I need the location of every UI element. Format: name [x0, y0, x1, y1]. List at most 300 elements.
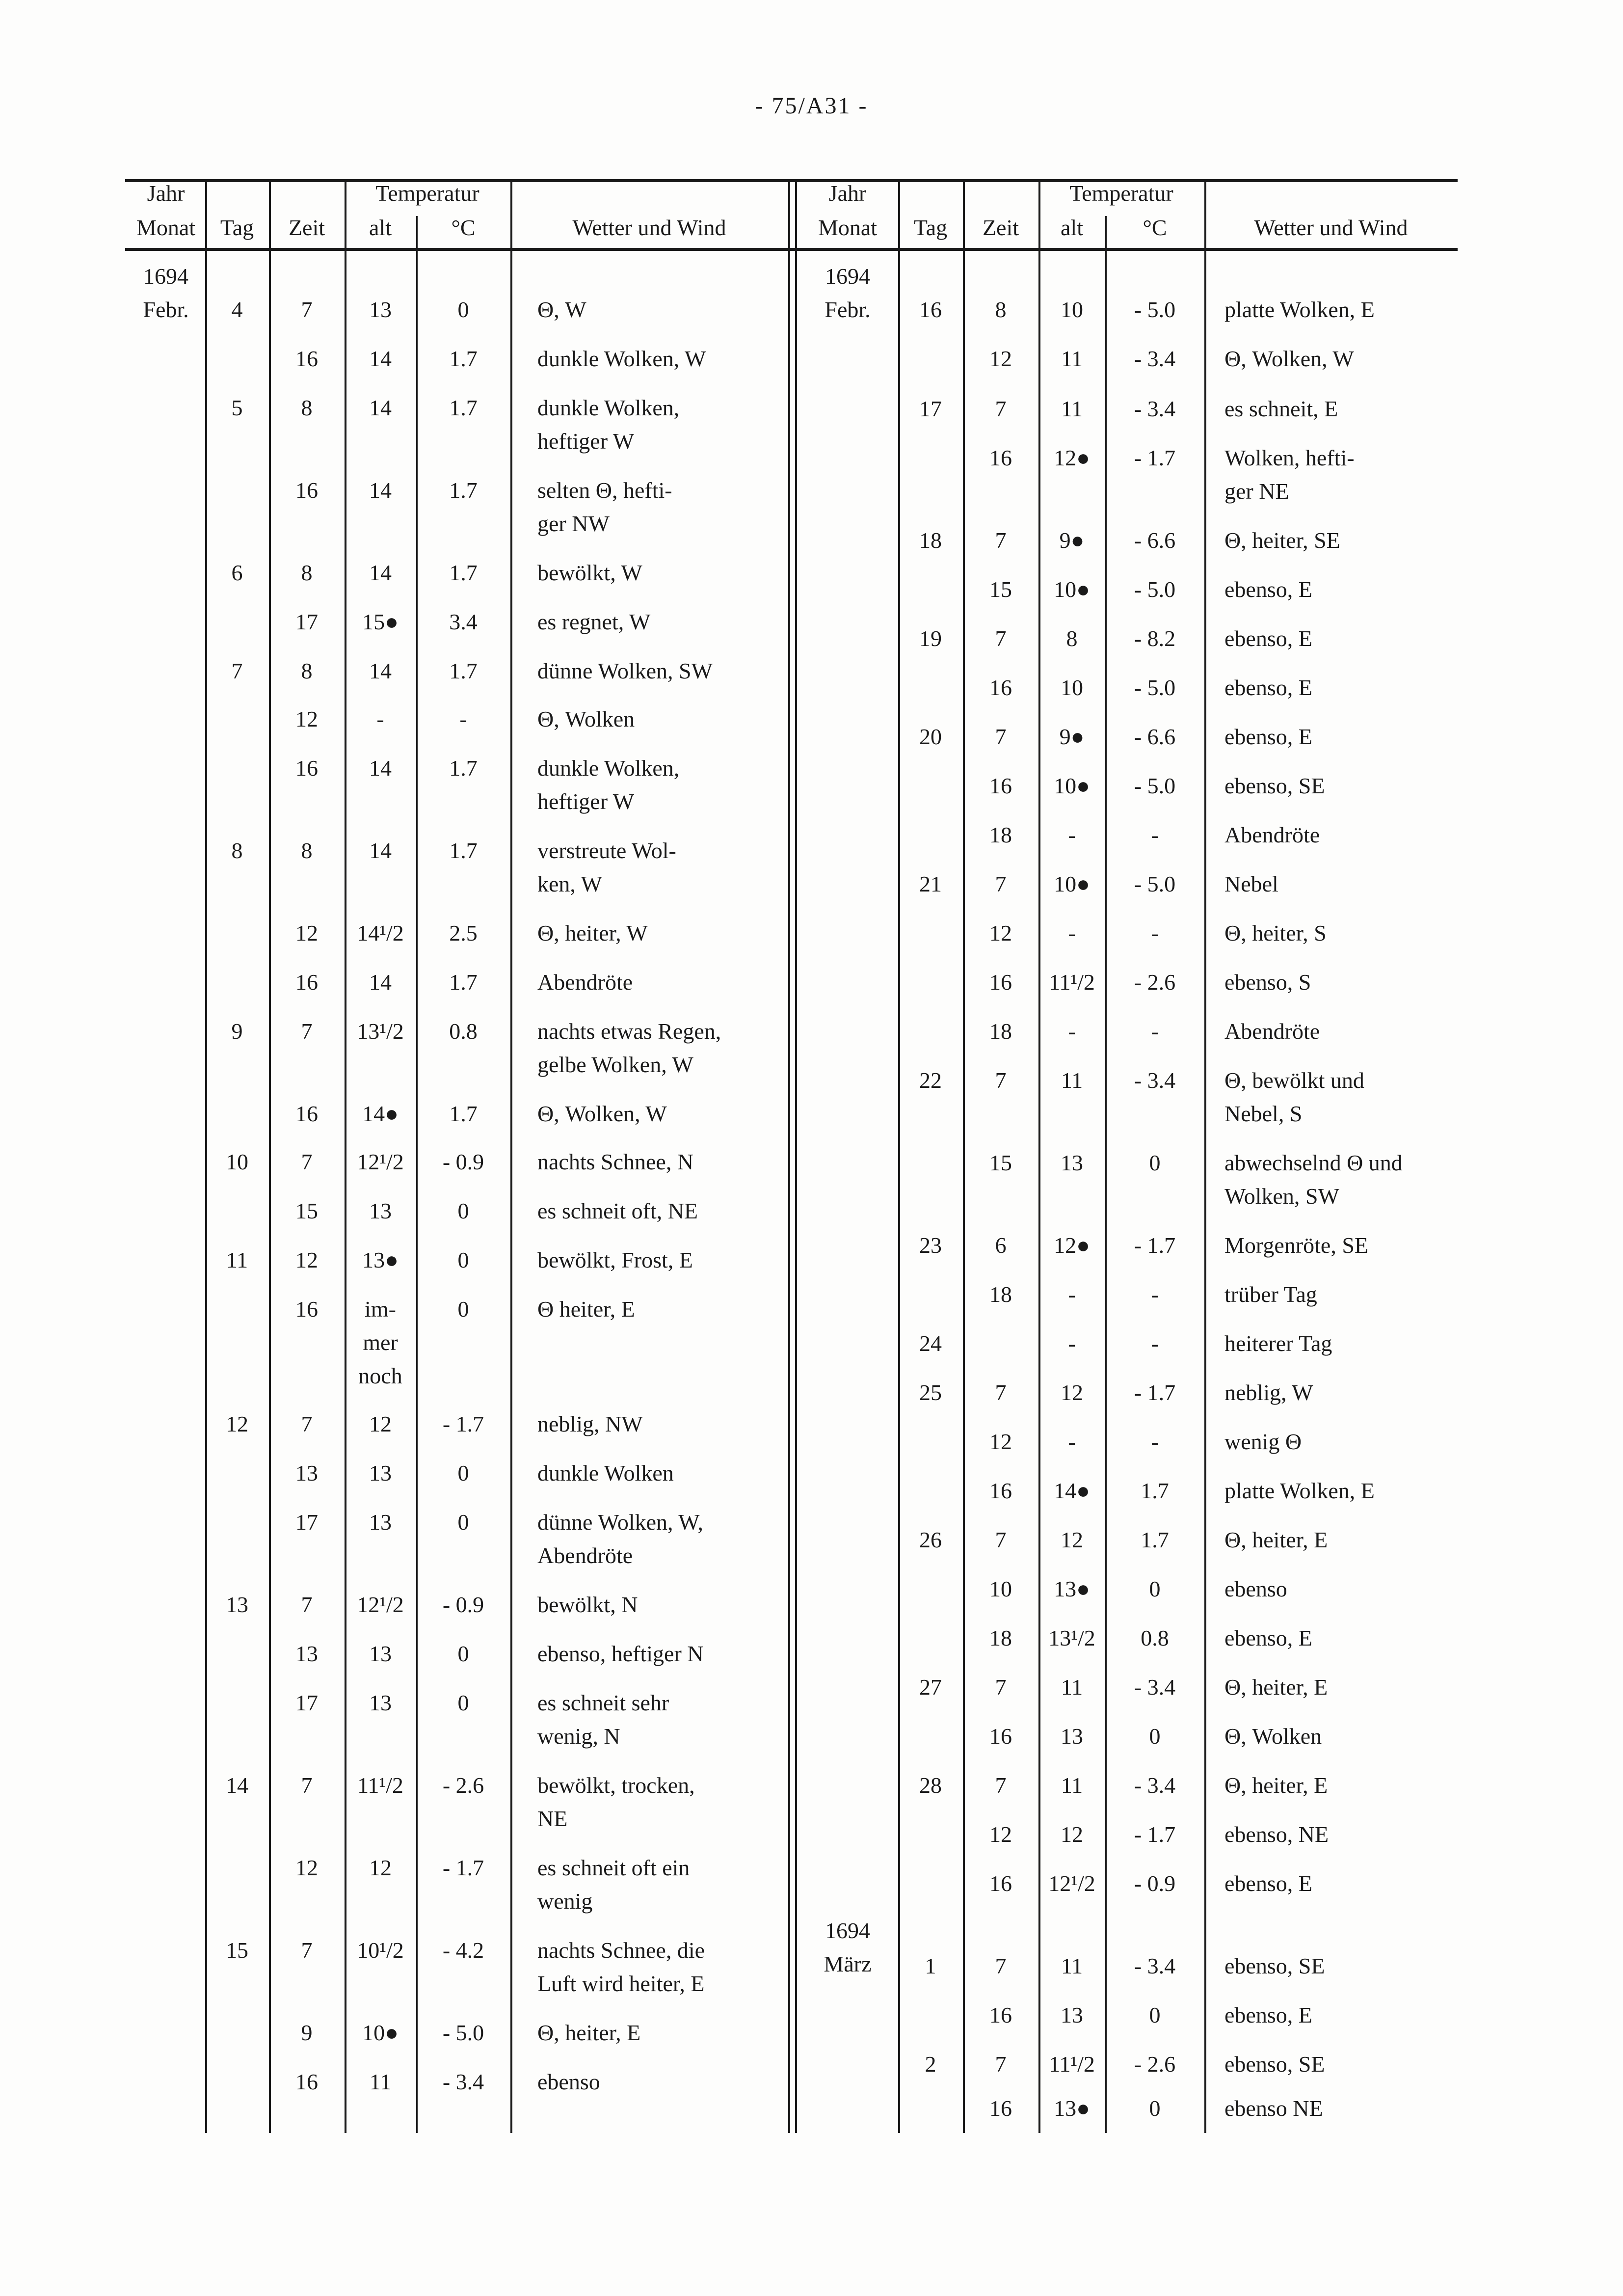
weather-cell: ebenso, E: [1224, 577, 1312, 602]
table-header-rule: [125, 248, 1458, 251]
alt-temperature-cell: im-: [365, 1297, 396, 1322]
alt-temperature-cell: 10●: [1054, 773, 1090, 798]
alt-temperature-cell: 13: [369, 297, 392, 322]
weather-cell: nachts Schnee, N: [537, 1149, 694, 1174]
alt-temperature-cell: 11¹/2: [1049, 970, 1095, 995]
weather-cell: nachts Schnee, die: [537, 1938, 705, 1963]
weather-cell: bewölkt, Frost, E: [537, 1247, 693, 1272]
zeit-cell: 7: [995, 1953, 1007, 1978]
zeit-cell: 18: [989, 1019, 1012, 1044]
alt-temperature-cell: 11¹/2: [1049, 2052, 1095, 2077]
celsius-cell: 1.7: [1141, 1478, 1169, 1503]
weather-cell: Abendröte: [1224, 822, 1320, 847]
zeit-cell: 16: [295, 1101, 318, 1126]
weather-cell: Nebel: [1224, 871, 1278, 896]
zeit-cell: 7: [301, 1149, 313, 1174]
celsius-cell: - 6.6: [1134, 528, 1176, 553]
celsius-cell: - 5.0: [442, 2020, 484, 2045]
header-jahr: Jahr: [147, 181, 185, 206]
weather-cell: Θ, W: [537, 297, 586, 322]
celsius-cell: - 8.2: [1134, 626, 1176, 651]
alt-temperature-cell: 13¹/2: [1048, 1625, 1095, 1650]
alt-temperature-cell: 13: [1061, 1150, 1083, 1175]
weather-cell: selten Θ, hefti-: [537, 478, 672, 503]
weather-cell: dunkle Wolken, W: [537, 346, 706, 371]
weather-cell: verstreute Wol-: [537, 838, 676, 863]
zeit-cell: 12: [295, 920, 318, 945]
weather-cell: Θ, heiter, E: [537, 2020, 641, 2045]
year-label: 1694: [825, 264, 870, 289]
celsius-cell: 0: [457, 1247, 469, 1272]
weather-cell: Θ, heiter, E: [1224, 1675, 1328, 1700]
alt-temperature-cell: 9●: [1059, 724, 1085, 749]
celsius-cell: 0: [1149, 1576, 1161, 1601]
half-divider: [795, 179, 797, 2133]
alt-temperature-cell: 12¹/2: [357, 1149, 404, 1174]
weather-cell: Morgenröte, SE: [1224, 1233, 1369, 1258]
celsius-cell: 1.7: [449, 395, 478, 420]
weather-cell: ebenso, heftiger N: [537, 1641, 704, 1666]
day-cell: 27: [919, 1675, 942, 1700]
weather-cell: es schneit oft ein: [537, 1855, 690, 1880]
celsius-cell: - 3.4: [1134, 396, 1176, 421]
weather-cell: es schneit oft, NE: [537, 1198, 698, 1223]
weather-cell: trüber Tag: [1224, 1282, 1317, 1307]
weather-cell: neblig, NW: [537, 1411, 643, 1436]
weather-cell: Nebel, S: [1224, 1101, 1303, 1126]
celsius-cell: - 1.7: [1134, 1822, 1176, 1847]
day-cell: 14: [226, 1773, 248, 1798]
celsius-cell: 1.7: [449, 838, 478, 863]
weather-cell: ebenso, E: [1224, 675, 1312, 700]
weather-cell: platte Wolken, E: [1224, 1478, 1375, 1503]
alt-temperature-cell: 13: [369, 1460, 392, 1486]
zeit-cell: 16: [989, 1724, 1012, 1749]
header-tag: Tag: [913, 215, 948, 240]
celsius-cell: -: [1151, 822, 1159, 847]
alt-temperature-cell: 13●: [362, 1247, 399, 1272]
zeit-cell: 7: [995, 1527, 1007, 1552]
celsius-cell: - 3.4: [1134, 346, 1176, 371]
celsius-cell: - 1.7: [442, 1855, 484, 1880]
weather-cell: wenig, N: [537, 1724, 620, 1749]
weather-cell: wenig Θ: [1224, 1429, 1302, 1454]
header-celsius: °C: [451, 215, 476, 240]
alt-temperature-cell: 10●: [1054, 871, 1090, 896]
celsius-cell: - 1.7: [442, 1411, 484, 1436]
zeit-cell: 10: [989, 1576, 1012, 1601]
zeit-cell: 16: [989, 1478, 1012, 1503]
alt-temperature-cell: 13: [369, 1641, 392, 1666]
header-alt: alt: [1061, 215, 1083, 240]
celsius-cell: 3.4: [449, 609, 478, 634]
weather-cell: Θ, heiter, E: [1224, 1527, 1328, 1552]
celsius-cell: 0.8: [1141, 1625, 1169, 1650]
celsius-cell: -: [1151, 1429, 1159, 1454]
weather-cell: Θ, bewölkt und: [1224, 1068, 1364, 1093]
celsius-cell: 1.7: [449, 970, 478, 995]
weather-cell: ebenso, SE: [1224, 2052, 1325, 2077]
celsius-cell: - 6.6: [1134, 724, 1176, 749]
zeit-cell: 9: [301, 2020, 313, 2045]
celsius-cell: -: [1151, 1331, 1159, 1356]
celsius-cell: - 3.4: [1134, 1068, 1176, 1093]
zeit-cell: 7: [301, 297, 313, 322]
alt-temperature-cell: -: [1068, 1282, 1076, 1307]
zeit-cell: 18: [989, 822, 1012, 847]
alt-temperature-cell: 14: [369, 560, 392, 585]
celsius-cell: - 3.4: [1134, 1675, 1176, 1700]
celsius-cell: - 1.7: [1134, 1380, 1176, 1405]
celsius-cell: 0: [457, 1690, 469, 1715]
alt-temperature-cell: 10¹/2: [357, 1938, 404, 1963]
weather-cell: ebenso NE: [1224, 2096, 1323, 2121]
zeit-cell: 7: [995, 1773, 1007, 1798]
alt-temperature-cell: 13: [369, 1510, 392, 1535]
day-cell: 15: [226, 1938, 248, 1963]
day-cell: 4: [231, 297, 243, 322]
celsius-cell: 1.7: [449, 478, 478, 503]
zeit-cell: 8: [301, 395, 313, 420]
day-cell: 23: [919, 1233, 942, 1258]
celsius-cell: 0: [457, 1510, 469, 1535]
day-cell: 1: [925, 1953, 936, 1978]
alt-temperature-cell: 13: [1061, 1724, 1083, 1749]
half-divider: [788, 179, 790, 2133]
day-cell: 11: [226, 1247, 248, 1272]
alt-temperature-cell: -: [1068, 1331, 1076, 1356]
alt-temperature-cell: 14●: [362, 1101, 399, 1126]
alt-temperature-cell: 14: [369, 970, 392, 995]
alt-temperature-cell: 12: [1061, 1822, 1083, 1847]
weather-cell: ebenso, S: [1224, 970, 1311, 995]
zeit-cell: 8: [301, 838, 313, 863]
weather-cell: ebenso: [537, 2069, 600, 2094]
zeit-cell: 12: [989, 346, 1012, 371]
day-cell: 16: [919, 297, 942, 322]
zeit-cell: 7: [995, 2052, 1007, 2077]
zeit-cell: 17: [295, 609, 318, 634]
weather-cell: platte Wolken, E: [1224, 297, 1375, 322]
celsius-cell: - 2.6: [442, 1773, 484, 1798]
weather-cell: es schneit, E: [1224, 396, 1338, 421]
column-rule: [898, 179, 900, 2133]
day-cell: 9: [231, 1019, 243, 1044]
zeit-cell: 8: [995, 297, 1007, 322]
day-cell: 24: [919, 1331, 942, 1356]
zeit-cell: 7: [995, 724, 1007, 749]
zeit-cell: 7: [301, 1592, 313, 1617]
page-number: - 75/A31 -: [755, 93, 868, 119]
alt-temperature-cell: 14: [369, 658, 392, 683]
alt-temperature-cell: 10●: [1054, 577, 1090, 602]
alt-temperature-cell: 11: [369, 2069, 392, 2094]
weather-cell: Abendröte: [537, 1543, 633, 1568]
weather-cell: ger NW: [537, 511, 610, 536]
weather-cell: bewölkt, trocken,: [537, 1773, 695, 1798]
day-cell: 20: [919, 724, 942, 749]
weather-cell: abwechselnd Θ und: [1224, 1150, 1403, 1175]
weather-cell: wenig: [537, 1889, 593, 1914]
column-rule: [1204, 179, 1206, 2133]
day-cell: 22: [919, 1068, 942, 1093]
alt-temperature-cell: 11: [1061, 1675, 1083, 1700]
zeit-cell: 17: [295, 1510, 318, 1535]
celsius-cell: 1.7: [449, 756, 478, 781]
weather-cell: dunkle Wolken,: [537, 395, 680, 420]
alt-temperature-cell: 13: [369, 1198, 392, 1223]
zeit-cell: 16: [989, 675, 1012, 700]
celsius-cell: - 2.6: [1134, 2052, 1176, 2077]
celsius-cell: 0: [457, 1198, 469, 1223]
day-cell: 17: [919, 396, 942, 421]
weather-cell: dunkle Wolken: [537, 1460, 674, 1486]
alt-temperature-cell: 11¹/2: [357, 1773, 403, 1798]
weather-cell: ken, W: [537, 871, 603, 896]
alt-temperature-cell: 9●: [1059, 528, 1085, 553]
zeit-cell: 7: [995, 396, 1007, 421]
alt-temperature-cell: 10●: [362, 2020, 399, 2045]
alt-temperature-cell: 11: [1061, 396, 1083, 421]
month-label: Febr.: [825, 297, 871, 322]
celsius-cell: - 4.2: [442, 1938, 484, 1963]
day-cell: 6: [231, 560, 243, 585]
weather-cell: Θ, heiter, E: [1224, 1773, 1328, 1798]
alt-temperature-cell: 14: [369, 478, 392, 503]
weather-cell: gelbe Wolken, W: [537, 1052, 693, 1077]
weather-cell: es regnet, W: [537, 609, 651, 634]
zeit-cell: 16: [295, 970, 318, 995]
alt-temperature-cell: 8: [1066, 626, 1078, 651]
day-cell: 25: [919, 1380, 942, 1405]
zeit-cell: 12: [989, 1822, 1012, 1847]
weather-cell: Wolken, SW: [1224, 1184, 1339, 1209]
alt-temperature-cell: 11: [1061, 1953, 1083, 1978]
weather-cell: Abendröte: [1224, 1019, 1320, 1044]
zeit-cell: 7: [301, 1938, 313, 1963]
celsius-cell: -: [1151, 1282, 1159, 1307]
zeit-cell: 12: [295, 1247, 318, 1272]
weather-cell: Wolken, hefti-: [1224, 445, 1355, 470]
zeit-cell: 18: [989, 1625, 1012, 1650]
zeit-cell: 7: [995, 871, 1007, 896]
alt-temperature-cell: 12: [369, 1855, 392, 1880]
celsius-cell: - 5.0: [1134, 773, 1176, 798]
weather-cell: heftiger W: [537, 789, 635, 814]
day-cell: 13: [226, 1592, 248, 1617]
zeit-cell: 7: [995, 1380, 1007, 1405]
zeit-cell: 16: [989, 1871, 1012, 1896]
weather-cell: neblig, W: [1224, 1380, 1313, 1405]
zeit-cell: 16: [989, 2002, 1012, 2027]
day-cell: 7: [231, 658, 243, 683]
weather-cell: Θ, Wolken: [1224, 1724, 1322, 1749]
year-label: 1694: [143, 264, 188, 289]
alt-temperature-cell: 12: [1061, 1527, 1083, 1552]
zeit-cell: 16: [989, 2096, 1012, 2121]
alt-temperature-cell: 12¹/2: [1048, 1871, 1095, 1896]
alt-temperature-cell: -: [1068, 1019, 1076, 1044]
header-monat: Monat: [818, 215, 878, 240]
alt-temperature-cell: 13: [1061, 2002, 1083, 2027]
celsius-cell: 0: [457, 1641, 469, 1666]
celsius-cell: 0: [457, 1460, 469, 1486]
alt-temperature-cell: 11: [1061, 1773, 1083, 1798]
zeit-cell: 8: [301, 658, 313, 683]
celsius-cell: - 3.4: [1134, 1953, 1176, 1978]
alt-temperature-cell: 14: [369, 756, 392, 781]
celsius-cell: 0: [1149, 1150, 1161, 1175]
zeit-cell: 15: [989, 577, 1012, 602]
celsius-cell: 0: [1149, 2002, 1161, 2027]
alt-temperature-cell: 11: [1061, 346, 1083, 371]
celsius-cell: 1.7: [449, 346, 478, 371]
zeit-cell: 18: [989, 1282, 1012, 1307]
zeit-cell: 16: [295, 478, 318, 503]
header-monat: Monat: [136, 215, 196, 240]
header-zeit: Zeit: [288, 215, 325, 240]
alt-temperature-cell: 14: [369, 346, 392, 371]
weather-cell: ebenso, SE: [1224, 773, 1325, 798]
weather-cell: ebenso, E: [1224, 1871, 1312, 1896]
alt-temperature-cell: -: [1068, 822, 1076, 847]
header-temperatur: Temperatur: [375, 181, 479, 206]
weather-cell: ebenso, NE: [1224, 1822, 1329, 1847]
celsius-cell: - 3.4: [442, 2069, 484, 2094]
weather-cell: ebenso, SE: [1224, 1953, 1325, 1978]
alt-temperature-cell: -: [1068, 1429, 1076, 1454]
alt-temperature-cell: -: [1068, 920, 1076, 945]
alt-temperature-cell: -: [376, 706, 384, 731]
alt-temperature-cell: 12: [1061, 1380, 1083, 1405]
zeit-cell: 16: [989, 445, 1012, 470]
zeit-cell: 16: [989, 970, 1012, 995]
zeit-cell: 15: [295, 1198, 318, 1223]
celsius-cell: - 5.0: [1134, 675, 1176, 700]
header-celsius: °C: [1143, 215, 1167, 240]
zeit-cell: 13: [295, 1641, 318, 1666]
alt-temperature-cell: 12●: [1054, 1233, 1090, 1258]
celsius-cell: -: [1151, 1019, 1159, 1044]
weather-cell: ebenso, E: [1224, 626, 1312, 651]
header-zeit: Zeit: [982, 215, 1019, 240]
weather-cell: Θ, heiter, SE: [1224, 528, 1340, 553]
celsius-cell: 1.7: [1141, 1527, 1169, 1552]
weather-cell: Θ, Wolken: [537, 706, 635, 731]
day-cell: 28: [919, 1773, 942, 1798]
alt-temperature-cell: 13●: [1054, 1576, 1090, 1601]
alt-temperature-cell: mer: [363, 1330, 398, 1355]
weather-cell: ebenso, E: [1224, 2002, 1312, 2027]
column-rule: [510, 179, 512, 2133]
alt-temperature-cell: 15●: [362, 609, 399, 634]
zeit-cell: 16: [295, 1297, 318, 1322]
header-tag: Tag: [220, 215, 254, 240]
day-cell: 21: [919, 871, 942, 896]
day-cell: 19: [919, 626, 942, 651]
zeit-cell: 15: [989, 1150, 1012, 1175]
zeit-cell: 12: [989, 920, 1012, 945]
celsius-cell: - 1.7: [1134, 1233, 1176, 1258]
alt-temperature-cell: 10: [1061, 297, 1083, 322]
weather-cell: NE: [537, 1806, 568, 1831]
zeit-cell: 16: [295, 2069, 318, 2094]
alt-temperature-cell: noch: [358, 1363, 402, 1388]
weather-cell: ebenso, E: [1224, 1625, 1312, 1650]
celsius-cell: 0: [457, 297, 469, 322]
weather-cell: Θ, heiter, S: [1224, 920, 1327, 945]
zeit-cell: 12: [295, 706, 318, 731]
month-label: März: [824, 1951, 872, 1976]
zeit-cell: 7: [995, 1068, 1007, 1093]
zeit-cell: 7: [995, 1675, 1007, 1700]
zeit-cell: 16: [989, 773, 1012, 798]
header-jahr: Jahr: [828, 181, 867, 206]
day-cell: 5: [231, 395, 243, 420]
alt-temperature-cell: 14¹/2: [357, 920, 404, 945]
celsius-cell: -: [1151, 920, 1159, 945]
celsius-cell: - 2.6: [1134, 970, 1176, 995]
celsius-cell: - 5.0: [1134, 577, 1176, 602]
zeit-cell: 7: [301, 1411, 313, 1436]
celsius-cell: 1.7: [449, 560, 478, 585]
table-top-rule: [125, 179, 1458, 182]
celsius-cell: 2.5: [449, 920, 478, 945]
celsius-cell: - 0.9: [1134, 1871, 1176, 1896]
weather-cell: Θ heiter, E: [537, 1297, 635, 1322]
day-cell: 18: [919, 528, 942, 553]
zeit-cell: 12: [989, 1429, 1012, 1454]
celsius-cell: - 0.9: [442, 1592, 484, 1617]
alt-temperature-cell: 11: [1061, 1068, 1083, 1093]
zeit-cell: 7: [995, 528, 1007, 553]
weather-cell: bewölkt, N: [537, 1592, 638, 1617]
alt-temperature-cell: 13: [369, 1690, 392, 1715]
alt-temperature-cell: 12: [369, 1411, 392, 1436]
zeit-cell: 13: [295, 1460, 318, 1486]
weather-cell: Θ, heiter, W: [537, 920, 648, 945]
alt-temperature-cell: 14: [369, 838, 392, 863]
alt-temperature-cell: 14: [369, 395, 392, 420]
zeit-cell: 7: [301, 1773, 313, 1798]
weather-cell: ger NE: [1224, 479, 1289, 504]
weather-cell: ebenso: [1224, 1576, 1287, 1601]
day-cell: 10: [226, 1149, 248, 1174]
celsius-cell: 1.7: [449, 658, 478, 683]
celsius-cell: - 0.9: [442, 1149, 484, 1174]
alt-temperature-cell: 13¹/2: [357, 1019, 404, 1044]
day-cell: 8: [231, 838, 243, 863]
header-alt: alt: [369, 215, 392, 240]
alt-temperature-cell: 12●: [1054, 445, 1090, 470]
celsius-cell: - 1.7: [1134, 445, 1176, 470]
weather-cell: ebenso, E: [1224, 724, 1312, 749]
weather-cell: nachts etwas Regen,: [537, 1019, 721, 1044]
weather-cell: heftiger W: [537, 429, 635, 454]
day-cell: 12: [226, 1411, 248, 1436]
zeit-cell: 16: [295, 346, 318, 371]
day-cell: 26: [919, 1527, 942, 1552]
year-label: 1694: [825, 1918, 870, 1943]
zeit-cell: 16: [295, 756, 318, 781]
weather-cell: dunkle Wolken,: [537, 756, 680, 781]
zeit-cell: 8: [301, 560, 313, 585]
day-cell: 2: [925, 2052, 936, 2077]
weather-cell: Θ, Wolken, W: [537, 1101, 667, 1126]
alt-temperature-cell: 13●: [1054, 2096, 1090, 2121]
zeit-cell: 12: [295, 1855, 318, 1880]
weather-cell: es schneit sehr: [537, 1690, 669, 1715]
